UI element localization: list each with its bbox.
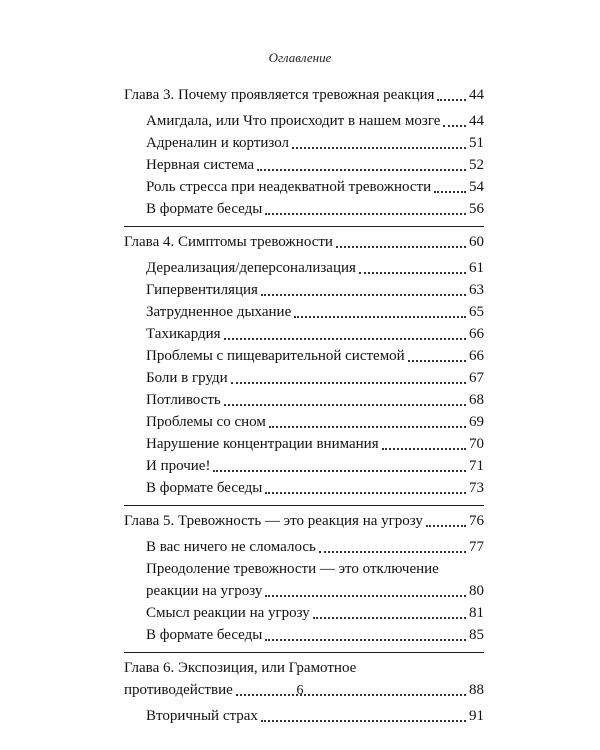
- chapter-5-group: [124, 506, 484, 653]
- section-page: 70: [469, 436, 484, 452]
- section-title: В формате беседы: [146, 201, 263, 217]
- section-title: Амигдала, или Что происходит в нашем мозге: [146, 113, 441, 129]
- chapter-page: 76: [469, 513, 484, 529]
- page-number: 6: [296, 683, 304, 698]
- dot-leader: [257, 169, 466, 171]
- section-page: 68: [469, 392, 484, 408]
- chapter-title-line1: Глава 6. Экспозиция, или Грамотное: [124, 660, 357, 676]
- dot-leader: [359, 272, 466, 274]
- section-entry[interactable]: [124, 198, 484, 220]
- section-entry[interactable]: [124, 110, 484, 132]
- section-page: 44: [469, 113, 484, 129]
- section-page: 65: [469, 304, 484, 320]
- chapter-title: Глава 3. Почему проявляется тревожная реакция: [124, 87, 435, 103]
- section-title: Адреналин и кортизол: [146, 135, 290, 151]
- chapter-4-entry[interactable]: [124, 231, 484, 253]
- section-title: Потливость: [146, 392, 221, 408]
- section-page: 71: [469, 458, 484, 474]
- chapter-title-line2: противодействие: [124, 682, 233, 698]
- section-page: 67: [469, 370, 484, 386]
- section-page: 56: [469, 201, 484, 217]
- section-page: 66: [469, 326, 484, 342]
- section-page: 80: [469, 583, 484, 599]
- section-entry[interactable]: [124, 132, 484, 154]
- section-title: Проблемы со сном: [146, 414, 266, 430]
- chapter-3-entry[interactable]: [124, 84, 484, 106]
- section-entry[interactable]: [124, 323, 484, 345]
- section-entry[interactable]: [124, 279, 484, 301]
- section-page: 73: [469, 480, 484, 496]
- section-title: Нервная система: [146, 157, 255, 173]
- section-page: 66: [469, 348, 484, 364]
- section-title-line2-row: [146, 580, 484, 602]
- section-entry[interactable]: [124, 602, 484, 624]
- section-title: Проблемы с пищеварительной системой: [146, 348, 405, 364]
- section-entry[interactable]: [124, 301, 484, 323]
- dot-leader: [261, 294, 466, 296]
- section-title: Боли в груди: [146, 370, 228, 386]
- section-page: 91: [469, 708, 484, 724]
- table-of-contents: [124, 80, 484, 733]
- section-entry[interactable]: [124, 433, 484, 455]
- section-page: 69: [469, 414, 484, 430]
- section-page: 63: [469, 282, 484, 298]
- section-entry[interactable]: [124, 154, 484, 176]
- section-title: Тахикардия: [146, 326, 221, 342]
- dot-leader: [434, 191, 466, 193]
- section-title: И прочие!: [146, 458, 211, 474]
- dot-leader: [224, 404, 466, 406]
- dot-leader: [265, 639, 466, 641]
- section-title: В формате беседы: [146, 480, 263, 496]
- dot-leader: [265, 492, 466, 494]
- dot-leader: [269, 426, 466, 428]
- section-page: 81: [469, 605, 484, 621]
- dot-leader: [292, 147, 466, 149]
- section-entry[interactable]: [124, 536, 484, 558]
- section-title-line2: реакции на угрозу: [146, 583, 263, 599]
- section-page: 85: [469, 627, 484, 643]
- chapter-3-group: [124, 80, 484, 227]
- section-entry[interactable]: [124, 624, 484, 646]
- dot-leader: [213, 470, 466, 472]
- section-entry[interactable]: [124, 176, 484, 198]
- chapter-4-group: [124, 227, 484, 506]
- section-title: Вторичный страх: [146, 708, 258, 724]
- section-title: Дереализация/деперсонализация: [146, 260, 356, 276]
- dot-leader: [261, 720, 466, 722]
- section-page: 52: [469, 157, 484, 173]
- section-title: Гипервентиляция: [146, 282, 258, 298]
- section-entry[interactable]: [124, 455, 484, 477]
- dot-leader: [426, 525, 466, 527]
- chapter-page: 88: [469, 682, 484, 698]
- section-page: 54: [469, 179, 484, 195]
- section-entry[interactable]: [124, 477, 484, 499]
- chapter-title: Глава 5. Тревожность — это реакция на угрозу: [124, 513, 423, 529]
- dot-leader: [319, 551, 466, 553]
- section-entry[interactable]: [124, 411, 484, 433]
- section-entry[interactable]: [124, 705, 484, 727]
- dot-leader: [437, 99, 466, 101]
- chapter-title: Глава 4. Симптомы тревожности: [124, 234, 333, 250]
- dot-leader: [382, 448, 466, 450]
- running-head: Оглавление: [268, 50, 332, 65]
- chapter-page: 60: [469, 234, 484, 250]
- chapter-page: 44: [469, 87, 484, 103]
- section-title: Смысл реакции на угрозу: [146, 605, 310, 621]
- section-page: 61: [469, 260, 484, 276]
- dot-leader: [224, 338, 466, 340]
- section-page: 77: [469, 539, 484, 555]
- section-title: Затрудненное дыхание: [146, 304, 292, 320]
- section-entry[interactable]: [124, 345, 484, 367]
- section-title-line1: Преодоление тревожности — это отключение: [146, 561, 439, 577]
- dot-leader: [265, 213, 466, 215]
- dot-leader: [294, 316, 466, 318]
- section-entry[interactable]: [124, 389, 484, 411]
- dot-leader: [265, 595, 466, 597]
- chapter-5-entry[interactable]: [124, 510, 484, 532]
- dot-leader: [336, 246, 466, 248]
- dot-leader: [231, 382, 466, 384]
- dot-leader: [408, 360, 466, 362]
- section-entry[interactable]: [124, 257, 484, 279]
- section-title: В формате беседы: [146, 627, 263, 643]
- dot-leader: [313, 617, 466, 619]
- section-entry[interactable]: [124, 558, 484, 602]
- section-page: 51: [469, 135, 484, 151]
- section-title: Роль стресса при неадекватной тревожности: [146, 179, 432, 195]
- dot-leader: [443, 125, 466, 127]
- section-title: Нарушение концентрации внимания: [146, 436, 379, 452]
- section-entry[interactable]: [124, 367, 484, 389]
- section-title: В вас ничего не сломалось: [146, 539, 316, 555]
